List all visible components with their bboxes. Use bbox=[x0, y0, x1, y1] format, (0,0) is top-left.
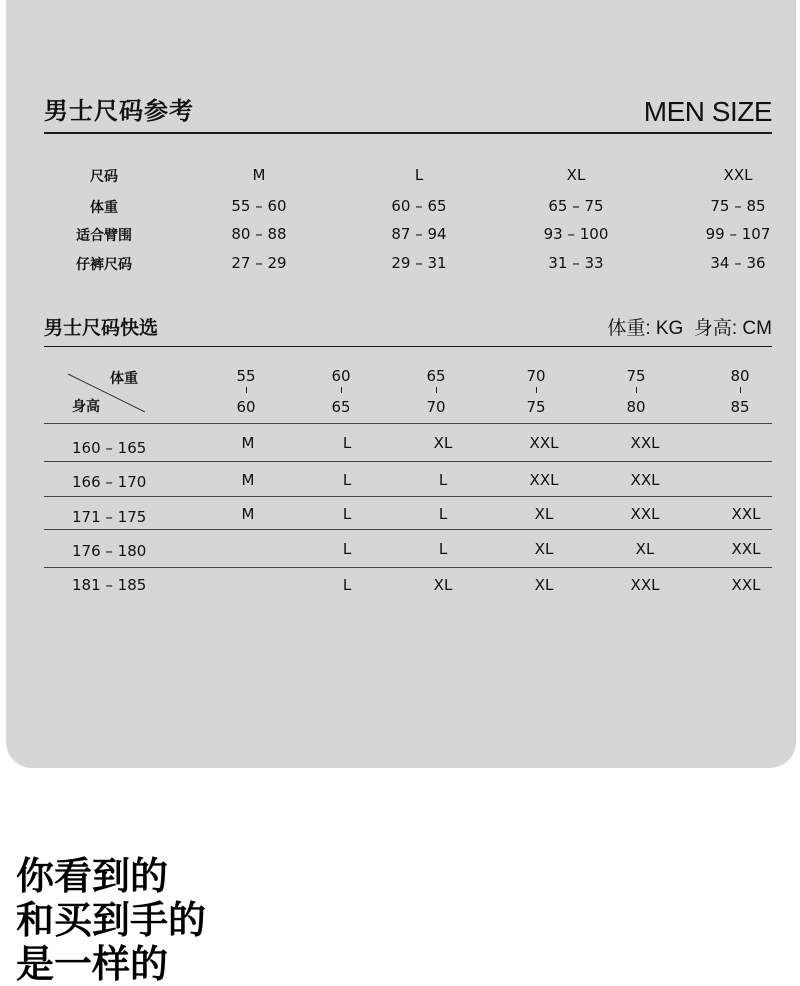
promo-line-2: 和买到手的 bbox=[16, 898, 207, 942]
height-range: 171 – 175 bbox=[72, 508, 147, 526]
table-cell: L bbox=[414, 166, 424, 184]
table-cell: 99 – 107 bbox=[705, 225, 771, 243]
promo-slogan bbox=[16, 854, 206, 986]
size-cell: L bbox=[342, 505, 352, 523]
size-cell: L bbox=[342, 434, 352, 452]
weight-tick bbox=[246, 387, 247, 393]
size-reference-header bbox=[44, 94, 772, 134]
size-cell: XXL bbox=[529, 471, 559, 489]
row-divider bbox=[44, 423, 772, 424]
weight-tick bbox=[740, 387, 741, 393]
size-cell: XL bbox=[433, 434, 453, 452]
size-cell: XXL bbox=[630, 434, 660, 452]
size-cell: XXL bbox=[630, 471, 660, 489]
weight-from: 80 bbox=[730, 367, 750, 385]
table-cell: 31 – 33 bbox=[548, 254, 604, 272]
weight-from: 70 bbox=[526, 367, 546, 385]
size-reference-title: 男士尺码参考 bbox=[44, 97, 194, 125]
weight-to: 80 bbox=[626, 398, 646, 416]
weight-to: 75 bbox=[526, 398, 546, 416]
weight-from: 60 bbox=[331, 367, 351, 385]
size-cell: XL bbox=[534, 576, 554, 594]
row-label-jeans: 仔裤尺码 bbox=[76, 257, 132, 273]
height-range: 181 – 185 bbox=[72, 576, 147, 594]
unit-note: 体重: KG 身高: CM bbox=[607, 318, 772, 339]
promo-line-1: 你看到的 bbox=[16, 854, 169, 898]
weight-from: 65 bbox=[426, 367, 446, 385]
weight-tick bbox=[636, 387, 637, 393]
weight-from: 75 bbox=[626, 367, 646, 385]
size-cell: XXL bbox=[731, 576, 761, 594]
size-cell: L bbox=[342, 471, 352, 489]
table-cell: 29 – 31 bbox=[391, 254, 447, 272]
table-cell: 60 – 65 bbox=[391, 197, 447, 215]
table-cell: 65 – 75 bbox=[548, 197, 604, 215]
table-cell: XL bbox=[566, 166, 586, 184]
size-cell: L bbox=[342, 576, 352, 594]
size-cell: XL bbox=[534, 540, 554, 558]
size-chart-card bbox=[6, 0, 796, 768]
table-cell: 80 – 88 bbox=[231, 225, 287, 243]
height-range: 176 – 180 bbox=[72, 542, 147, 560]
table-cell: 75 – 85 bbox=[710, 197, 766, 215]
quick-select-table bbox=[44, 346, 772, 606]
size-cell: XXL bbox=[630, 505, 660, 523]
size-cell: XXL bbox=[630, 576, 660, 594]
weight-from: 55 bbox=[236, 367, 256, 385]
height-range: 166 – 170 bbox=[72, 473, 147, 491]
size-cell: XXL bbox=[731, 505, 761, 523]
row-label-size: 尺码 bbox=[90, 169, 118, 185]
size-cell: M bbox=[241, 471, 255, 489]
size-cell: L bbox=[438, 505, 448, 523]
table-cell: M bbox=[252, 166, 266, 184]
men-size-title: MEN SIZE bbox=[643, 96, 772, 127]
row-divider bbox=[44, 529, 772, 530]
weight-tick bbox=[341, 387, 342, 393]
size-cell: XL bbox=[635, 540, 655, 558]
weight-to: 60 bbox=[236, 398, 256, 416]
table-cell: XXL bbox=[723, 166, 753, 184]
weight-tick bbox=[536, 387, 537, 393]
quick-select-title: 男士尺码快选 bbox=[44, 317, 159, 339]
corner-height-label: 身高 bbox=[72, 399, 100, 415]
promo-line-3: 是一样的 bbox=[16, 942, 169, 986]
size-reference-table bbox=[46, 160, 776, 275]
size-cell: XXL bbox=[529, 434, 559, 452]
size-cell: L bbox=[342, 540, 352, 558]
table-cell: 93 – 100 bbox=[543, 225, 609, 243]
corner-weight-label: 体重 bbox=[110, 371, 138, 387]
weight-to: 65 bbox=[331, 398, 351, 416]
table-cell: 55 – 60 bbox=[231, 197, 287, 215]
row-label-weight: 体重 bbox=[90, 200, 118, 216]
size-cell: M bbox=[241, 434, 255, 452]
height-range: 160 – 165 bbox=[72, 439, 147, 457]
table-cell: 34 – 36 bbox=[710, 254, 766, 272]
row-label-arm: 适合臂围 bbox=[76, 228, 132, 244]
table-cell: 87 – 94 bbox=[391, 225, 447, 243]
size-cell: XXL bbox=[731, 540, 761, 558]
size-cell: L bbox=[438, 540, 448, 558]
table-cell: 27 – 29 bbox=[231, 254, 287, 272]
size-cell: XL bbox=[433, 576, 453, 594]
row-divider bbox=[44, 567, 772, 568]
size-cell: XL bbox=[534, 505, 554, 523]
size-cell: M bbox=[241, 505, 255, 523]
weight-to: 70 bbox=[426, 398, 446, 416]
weight-tick bbox=[436, 387, 437, 393]
row-divider bbox=[44, 496, 772, 497]
weight-to: 85 bbox=[730, 398, 750, 416]
size-cell: L bbox=[438, 471, 448, 489]
row-divider bbox=[44, 461, 772, 462]
quick-select-header bbox=[44, 313, 772, 347]
